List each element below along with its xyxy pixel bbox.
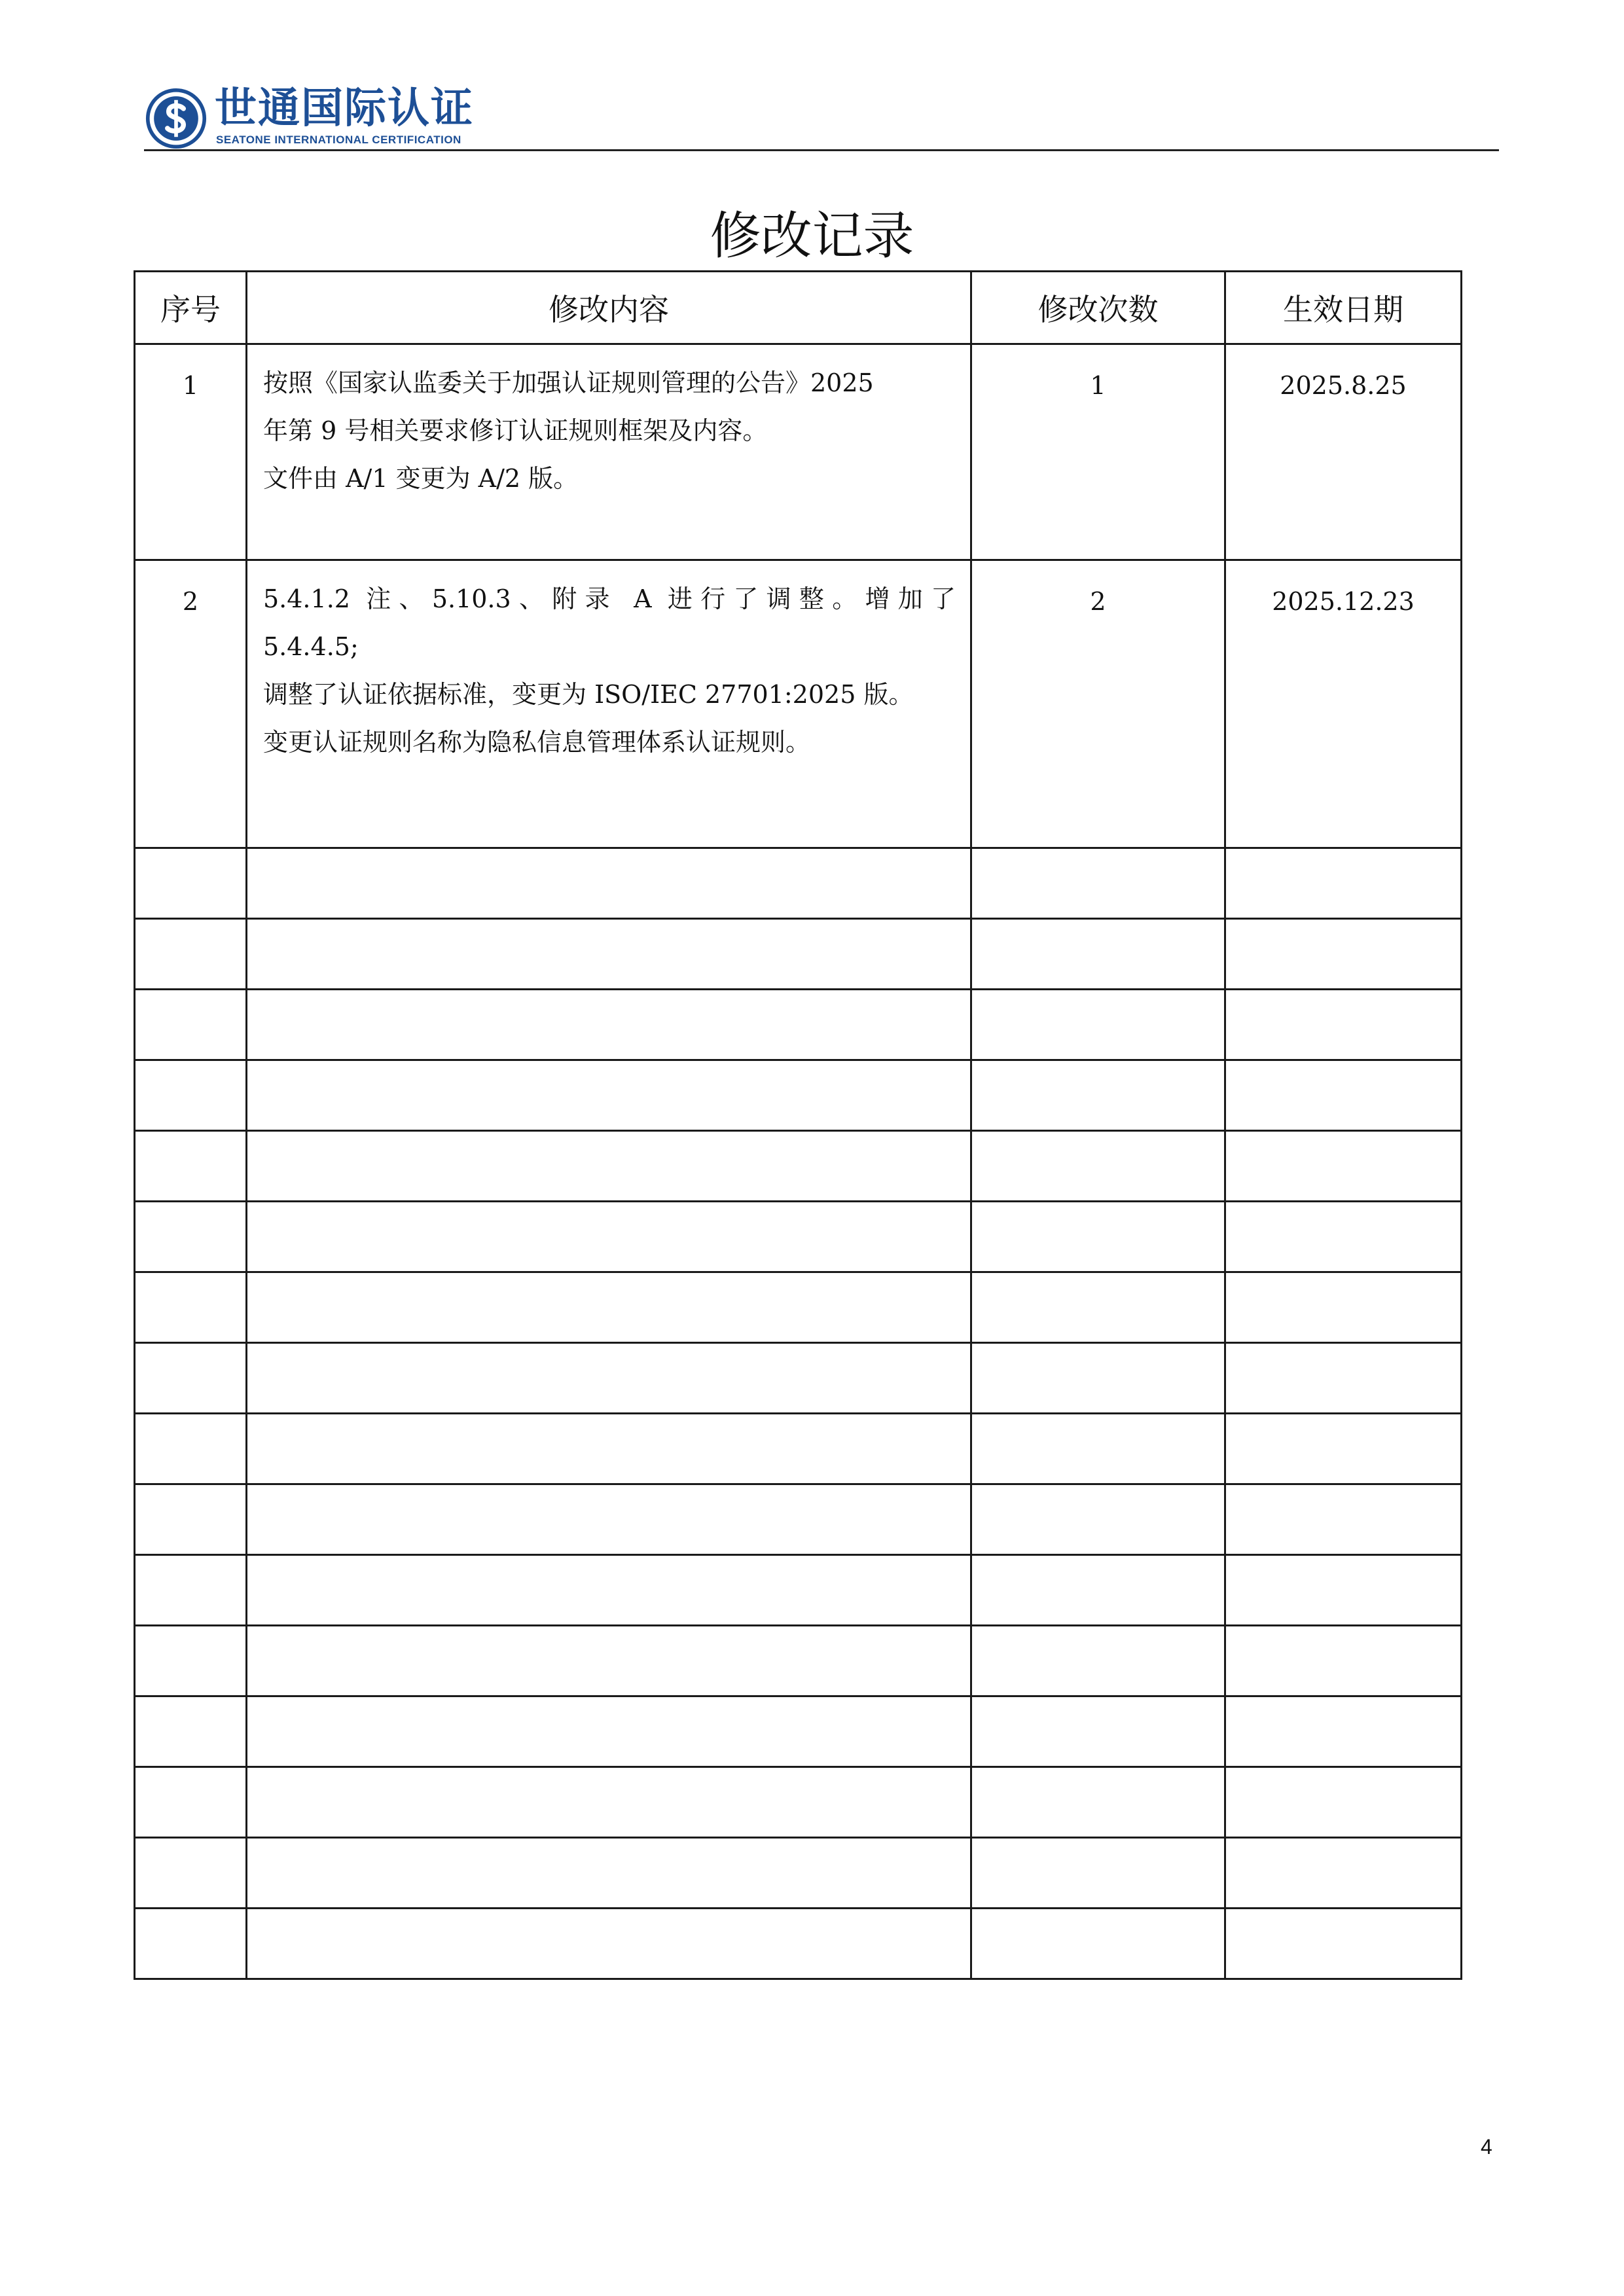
page-title: 修改记录 [710,207,914,266]
revision-content [247,1414,971,1484]
revision-content [247,1696,971,1767]
row-number: 1 [135,344,247,560]
revision-times [971,848,1225,919]
brand-name-en: SEATONE INTERNATIONAL CERTIFICATION [216,134,461,146]
table-row [135,1555,1462,1626]
revision-content [247,1626,971,1696]
row-number [135,1060,247,1131]
effective-date: 2025.8.25 [1225,344,1462,560]
revision-content [247,560,971,848]
row-number [135,1626,247,1696]
revision-times [971,1060,1225,1131]
column-header-content: 修改内容 [247,272,971,344]
effective-date [1225,990,1462,1060]
revision-times [971,1909,1225,1979]
revision-times [971,1696,1225,1767]
table-row [135,1131,1462,1202]
table-row [135,1202,1462,1272]
content-line: 5.4.4.5; [263,632,359,661]
revision-content [247,344,971,560]
empty-rows [135,848,1462,1979]
row-number [135,1414,247,1484]
table-row [135,1060,1462,1131]
revision-record-table [134,270,1462,1980]
revision-content [247,1131,971,1202]
revision-times [971,1555,1225,1626]
table-header-row [135,272,1462,344]
table-row [135,1767,1462,1838]
row-number [135,848,247,919]
revision-times [971,1838,1225,1909]
table-row [135,1484,1462,1555]
revision-content [247,1272,971,1343]
effective-date [1225,1414,1462,1484]
row-number [135,919,247,990]
revision-times [971,1484,1225,1555]
table-row [135,1626,1462,1696]
content-line: 5.4.1.2 注、5.10.3、附录 A 进行了调整。增加了 [263,584,956,613]
revision-times: 1 [971,344,1225,560]
revision-times [971,1767,1225,1838]
header-divider [144,149,1499,151]
page-number: 4 [1481,2135,1492,2159]
content-line: 文件由 A/1 变更为 A/2 版。 [263,464,579,493]
table-row [135,1838,1462,1909]
revision-content [247,919,971,990]
row-number [135,1555,247,1626]
revision-content [247,1555,971,1626]
effective-date [1225,848,1462,919]
table-row [135,990,1462,1060]
table-row [135,560,1462,848]
revision-times [971,1343,1225,1414]
effective-date [1225,1060,1462,1131]
column-header-no: 序号 [135,272,247,344]
revision-content [247,1343,971,1414]
table-row [135,848,1462,919]
table-row [135,1414,1462,1484]
row-number [135,1909,247,1979]
revision-content [247,1202,971,1272]
effective-date [1225,1555,1462,1626]
effective-date [1225,1484,1462,1555]
column-header-date: 生效日期 [1225,272,1462,344]
effective-date [1225,1909,1462,1979]
row-number [135,1272,247,1343]
effective-date [1225,1696,1462,1767]
row-number [135,1767,247,1838]
row-number [135,990,247,1060]
effective-date: 2025.12.23 [1225,560,1462,848]
row-number [135,1131,247,1202]
column-header-times: 修改次数 [971,272,1225,344]
row-number [135,1838,247,1909]
effective-date [1225,1838,1462,1909]
table-row [135,919,1462,990]
revision-times [971,919,1225,990]
row-number [135,1696,247,1767]
row-number [135,1343,247,1414]
effective-date [1225,1272,1462,1343]
page-header [144,72,1499,151]
revision-content [247,1484,971,1555]
content-line: 年第 9 号相关要求修订认证规则框架及内容。 [263,416,768,445]
effective-date [1225,1767,1462,1838]
revision-times: 2 [971,560,1225,848]
revision-times [971,1272,1225,1343]
table-row [135,1696,1462,1767]
row-number [135,1484,247,1555]
table-row [135,1909,1462,1979]
effective-date [1225,1202,1462,1272]
row-number: 2 [135,560,247,848]
revision-times [971,1131,1225,1202]
effective-date [1225,1343,1462,1414]
row-number [135,1202,247,1272]
table-row [135,1272,1462,1343]
seatone-s-emblem-icon [145,88,207,149]
revision-content [247,1909,971,1979]
revision-content [247,1060,971,1131]
revision-times [971,1626,1225,1696]
content-line: 调整了认证依据标准，变更为 ISO/IEC 27701:2025 版。 [263,680,914,709]
content-line: 变更认证规则名称为隐私信息管理体系认证规则。 [263,728,811,757]
revision-times [971,1202,1225,1272]
brand-name-cn: 世通国际认证 [215,84,474,133]
effective-date [1225,1626,1462,1696]
table-row [135,1343,1462,1414]
revision-content [247,990,971,1060]
revision-times [971,1414,1225,1484]
revision-content [247,848,971,919]
table-row [135,344,1462,560]
effective-date [1225,919,1462,990]
revision-times [971,990,1225,1060]
revision-content [247,1838,971,1909]
revision-content [247,1767,971,1838]
effective-date [1225,1131,1462,1202]
content-line: 按照《国家认监委关于加强认证规则管理的公告》2025 [263,368,874,397]
